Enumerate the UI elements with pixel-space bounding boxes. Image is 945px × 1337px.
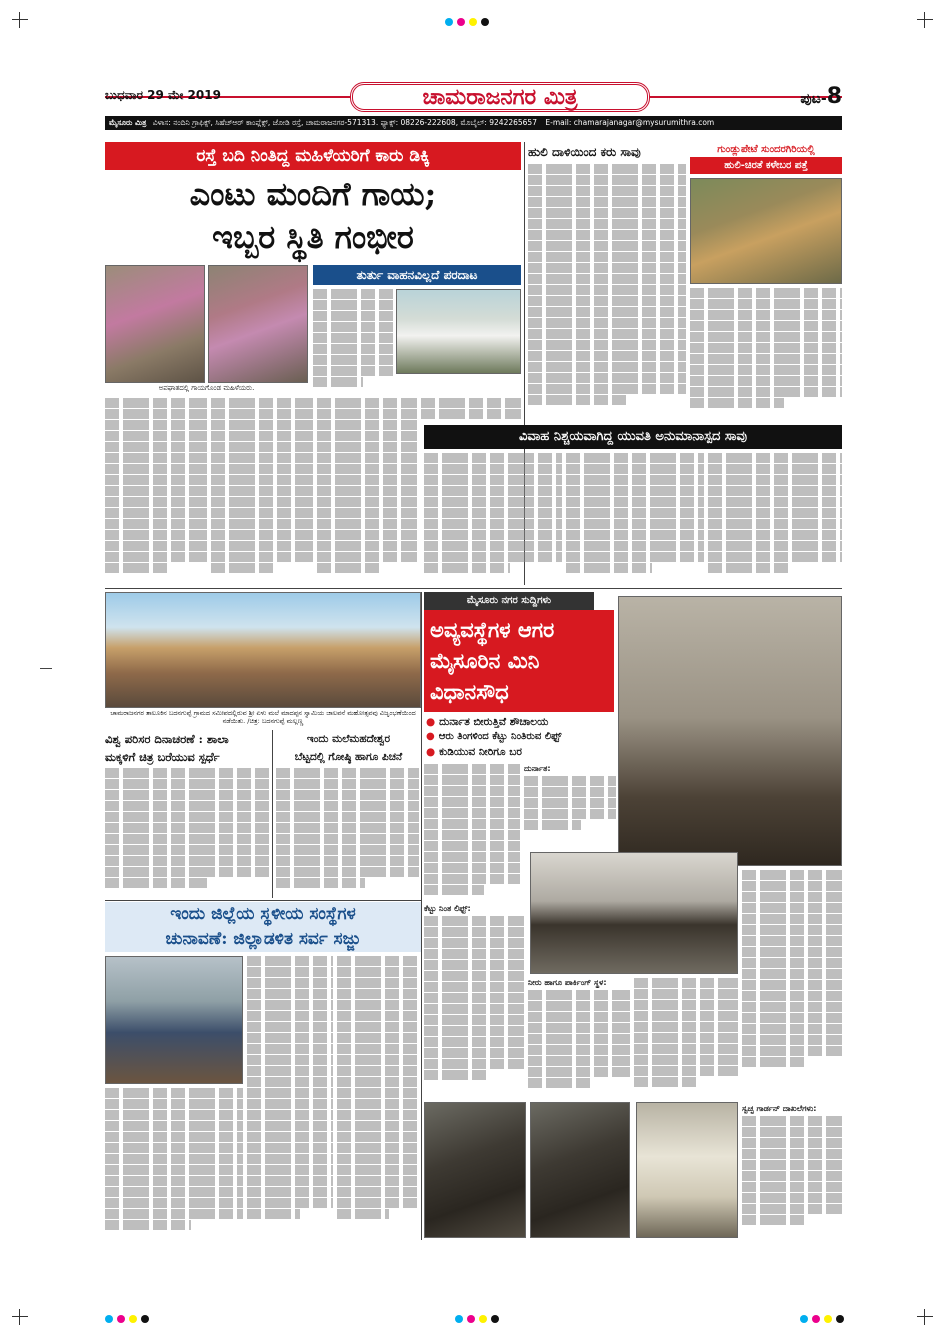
election-body-col-1	[105, 1088, 243, 1238]
tiger-strip-1: ಗುಂಡ್ಲುಪೇಟೆ ಸುಂದರಗಿರಿಯಲ್ಲಿ	[690, 142, 842, 158]
broken-sink-photo	[530, 852, 738, 974]
registration-mark	[12, 12, 28, 28]
dirty-floor-photo	[424, 1102, 526, 1238]
mysuru-section-tab[interactable]: ಮೈಸೂರು ನಗರ ಸುದ್ದಿಗಳು	[424, 592, 594, 610]
issue-date: ಬುಧವಾರ 29 ಮೇ 2019	[105, 88, 221, 102]
newspaper-title: ಚಾಮರಾಜನಗರ ಮಿತ್ರ	[350, 82, 650, 112]
mysuru-body-col-3	[742, 870, 842, 1100]
injured-woman-photo-1	[105, 265, 205, 383]
color-dots	[455, 1315, 499, 1323]
section-rule	[105, 588, 842, 589]
election-body-col-2	[247, 956, 333, 1238]
color-dots	[105, 1315, 149, 1323]
festival-caption: ಚಾಮರಾಜನಗರ ತಾಲೂಕಿನ ಬದನಗುಪ್ಪೆ ಗ್ರಾಮದ ಸಮೀಪದಲ್ಲಿರುವ ಶ್ರೀ ಏಳು ಮಲೆ ಮಾದಪ್ಪನ ಸ್ವಾಮಿಯ ಜಾಲವನೆ ಮಹೋತ್ಸವವು ವಿಜೃಂಭಣೆಯಿಂದ ನಡೆಯಿತು. /ಚಿತ್ರ: ಬದನಗುಪ್ಪೆ ಮಲ್ಲಣ್ಣ	[105, 709, 421, 725]
color-dots	[800, 1315, 844, 1323]
mysuru-body-col-2	[524, 764, 616, 834]
broken-lift-photo	[530, 1102, 630, 1238]
wedding-body-col-3	[708, 453, 842, 585]
emergency-vehicle-strip: ತುರ್ತು ವಾಹನವಿಲ್ಲದೆ ಪರದಾಟ	[313, 265, 521, 285]
registration-mark	[917, 12, 933, 28]
crop-mark	[40, 668, 52, 669]
page-number	[800, 84, 842, 109]
tiger-strip-2: ಹುಲಿ-ಚಿರತೆ ಕಳೇಬರ ಪತ್ತೆ	[690, 158, 842, 174]
tiger-body-col-1	[528, 164, 686, 420]
mysuru-body-col-1	[424, 764, 520, 900]
seminar-body	[276, 768, 419, 894]
election-headline-1: ಇಂದು ಜಿಲ್ಲೆಯ ಸ್ಥಳೀಯ ಸಂಸ್ಥೆಗಳ	[170, 904, 356, 924]
accident-headline-2: ಇಬ್ಬರ ಸ್ಥಿತಿ ಗಂಭೀರ	[212, 218, 414, 256]
wedding-body-col-1	[424, 453, 562, 585]
mysuru-body-col-4	[424, 904, 524, 1098]
tiger-body-col-2	[690, 288, 842, 422]
contact-bar	[105, 116, 842, 130]
masthead	[105, 82, 842, 112]
lift-subhead: ಕೆಟ್ಟು ನಿಂತ ಲಿಫ್ಟ್:	[424, 904, 471, 913]
tiger-calf-headline: ಹುಲಿ ದಾಳಿಯಿಂದ ಕರು ಸಾವು	[528, 145, 641, 159]
injured-woman-photo-2	[208, 265, 308, 383]
drawing-headline-1: ವಿಶ್ವ ಪರಿಸರ ದಿನಾಚರಣೆ : ಶಾಲಾ	[105, 732, 229, 746]
accident-kicker: ರಸ್ತೆ ಬದಿ ನಿಂತಿದ್ದ ಮಹಿಳೆಯರಿಗೆ ಕಾರು ಡಿಕ್ಕಿ	[105, 142, 521, 170]
contact-address: ವಿಳಾಸ: ನಂದಿನಿ ಗ್ರಾಫಿಕ್ಸ್, ಸಿಹೆಚ್‌ಆರ್ ಕಾಂಪ್ಲೆಕ್ಸ್, ಜೋಡಿ ರಸ್ತೆ, ಚಾಮರಾಜನಗರ-571313. ಫ್ಯಾಕ್ಸ್: 08226-222608, ಮೊಬೈಲ್: 9242265657	[152, 118, 537, 127]
seminar-headline-2: ಬೆಟ್ಟದಲ್ಲಿ ಗೋಷ್ಠಿ ಹಾಗೂ ಪಿಚನೆ	[294, 751, 403, 763]
mysuru-body-col-5	[528, 978, 630, 1098]
color-dots	[445, 18, 489, 26]
festival-crowd-photo	[105, 592, 421, 708]
column-rule	[421, 592, 422, 1240]
drawing-headline	[105, 730, 275, 766]
accident-body-col-3	[317, 398, 417, 586]
accident-text-col	[313, 289, 393, 394]
column-rule	[272, 730, 273, 898]
election-headline-2: ಚುನಾವಣೆ: ಜಿಲ್ಲಾಡಳಿತ ಸರ್ವ ಸಜ್ಜು	[165, 929, 361, 949]
seminar-headline	[276, 730, 421, 766]
accident-photo-caption: ಅಪಘಾತದಲ್ಲಿ ಗಾಯಗೊಂಡ ಮಹಿಳೆಯರು.	[105, 384, 308, 393]
accident-body-col-2	[211, 398, 313, 586]
polling-staff-photo	[105, 956, 243, 1084]
dirty-toilet-photo	[618, 596, 842, 866]
accident-headline-1: ಎಂಟು ಮಂದಿಗೆ ಗಾಯ;	[189, 175, 437, 213]
mysuru-body-col-7	[742, 1104, 842, 1238]
tiger-carcass-photo	[690, 178, 842, 284]
mysuru-headline-1: ಅವ್ಯವಸ್ಥೆಗಳ ಆಗರ	[430, 617, 555, 642]
election-body-col-3	[337, 956, 421, 1238]
mysuru-headline-3: ವಿಧಾನಸೌಧ	[430, 679, 509, 704]
stacked-files-photo	[636, 1102, 738, 1238]
contact-email: E-mail: chamarajanagar@mysurumithra.com	[545, 118, 715, 127]
drawing-body	[105, 768, 269, 894]
section-rule	[105, 900, 421, 901]
seminar-headline-1: ಇಂದು ಮಲೆಮಹದೇಶ್ವರ	[306, 733, 391, 745]
records-subhead: ಸ್ವಚ್ಛ ಗಾರ್ಡನ್ ದಾಖಲೆಗಳು:	[742, 1104, 817, 1113]
drawing-headline-2: ಮಕ್ಕಳಿಗೆ ಚಿತ್ರ ಬರೆಯುವ ಸ್ಪರ್ಧೆ	[105, 750, 220, 764]
mysuru-body-col-6	[634, 978, 738, 1098]
durnaata-subhead: ದುರ್ನಾತ:	[524, 764, 551, 773]
page-prefix: ಪುಟ-	[800, 91, 827, 107]
page-number-value: 8	[826, 84, 842, 109]
contact-brand: ಮೈಸೂರು ಮಿತ್ರ	[109, 118, 147, 127]
water-parking-subhead: ನೀರು ಹಾಗೂ ಪಾರ್ಕಿಂಗ್ ಸ್ಥಳ:	[528, 978, 607, 987]
ambulance-photo	[396, 289, 521, 374]
registration-mark	[12, 1309, 28, 1325]
accident-body-col-1	[105, 398, 207, 586]
wedding-headline: ವಿವಾಹ ನಿಶ್ಚಯವಾಗಿದ್ದ ಯುವತಿ ಅನುಮಾನಾಸ್ಪದ ಸಾವು	[424, 425, 842, 449]
mysuru-headline-2: ಮೈಸೂರಿನ ಮಿನಿ	[430, 648, 540, 673]
wedding-body-col-2	[566, 453, 704, 585]
mysuru-bullet-3: ● ಕುಡಿಯುವ ನೀರಿಗೂ ಬರ	[426, 746, 616, 759]
mysuru-headline-box	[424, 610, 614, 712]
election-headline	[105, 902, 421, 952]
accident-body-col-4	[421, 398, 521, 428]
mysuru-bullet-1: ● ದುರ್ನಾತ ಬೀರುತ್ತಿವೆ ಶೌಚಾಲಯ	[426, 716, 616, 729]
mysuru-bullet-2: ● ಆರು ತಿಂಗಳಿಂದ ಕೆಟ್ಟು ನಿಂತಿರುವ ಲಿಫ್ಟ್	[426, 731, 616, 742]
registration-mark	[917, 1309, 933, 1325]
